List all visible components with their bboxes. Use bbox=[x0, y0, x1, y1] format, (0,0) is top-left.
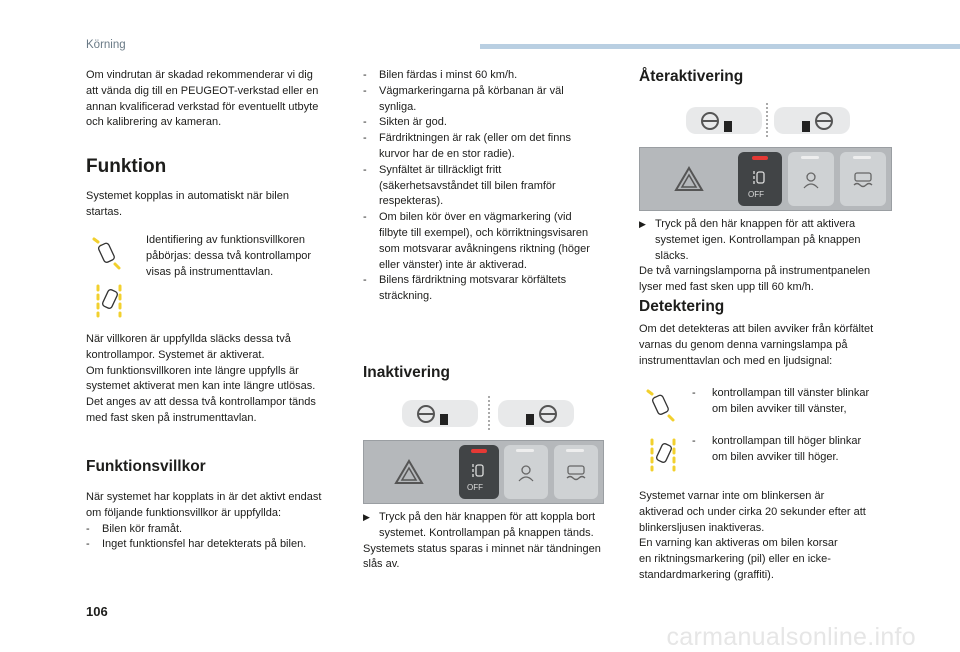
intro-paragraph: Om vindrutan är skadad rekommenderar vi dig att vända dig till en PEUGEOT-verkstad eller en annan kvalificerad verkstad för eventuellt utbyte och kalibrering av kameran. bbox=[86, 69, 319, 129]
detection-left-item: - kontrollampan till vänster blinkar om bilen avviker till vänster, bbox=[692, 387, 870, 415]
lane-car-icon bbox=[752, 170, 768, 186]
inaktivering-heading: Inaktivering bbox=[363, 364, 450, 381]
traction-button[interactable] bbox=[840, 152, 886, 206]
funktion-heading: Funktion bbox=[86, 156, 167, 177]
list-item: - Färdriktningen är rak (eller om det finns kurvor har de en stor radie). bbox=[363, 132, 571, 160]
cluster-right-indicator bbox=[498, 400, 574, 427]
driver-assist-icon bbox=[801, 170, 821, 190]
section-header: Körning bbox=[86, 39, 126, 51]
ateraktivering-instructions: ▶ Tryck på den här knappen för att aktivera systemet igen. Kontrollampan på knappen släcks. De två varningslamporna på instrumentpanelen lyser med fast sken upp till 60 km/h. bbox=[639, 217, 909, 296]
list-item: - Bilen kör framåt. bbox=[86, 522, 183, 535]
detektering-heading: Detektering bbox=[639, 298, 725, 315]
list-item: - Bilens färdriktning motsvarar körfältets sträckning. bbox=[363, 274, 567, 303]
skid-car-icon bbox=[851, 170, 875, 188]
lane-departure-right-icon bbox=[648, 438, 678, 472]
lane-assist-button[interactable] bbox=[459, 445, 499, 499]
list-item: - Bilen färdas i minst 60 km/h. bbox=[363, 69, 518, 81]
funktionsvillkor-text: När systemet har kopplats in är det aktivt endast om följande funktionsvillkor är uppfyllda: - Bilen kör framåt. - Inget funktionsfel har detekterats på bilen. bbox=[86, 490, 351, 553]
ateraktivering-heading: Återaktivering bbox=[639, 68, 744, 85]
cluster-right-indicator bbox=[774, 107, 850, 134]
list-item: - Synfältet är tillräckligt fritt (säkerhetsavståndet till bilen framför respekteras). bbox=[363, 163, 556, 208]
arrow-bullet-icon: ▶ bbox=[363, 512, 370, 522]
off-label: OFF bbox=[748, 190, 764, 199]
console-buttons-off bbox=[363, 440, 604, 504]
identification-text: Identifiering av funktionsvillkoren påbörjas: dessa två kontrollampor visas på instrumenttavlan. bbox=[146, 234, 312, 278]
lane-departure-left-icon bbox=[646, 388, 676, 424]
list-item: - Vägmarkeringarna på körbanan är väl synliga. bbox=[363, 84, 564, 113]
lane-warning-left-icon bbox=[92, 236, 122, 272]
indicator-lamp-on bbox=[471, 449, 487, 453]
watermark: carmanualsonline.info bbox=[666, 623, 916, 651]
bullet-item: ▶ Tryck på den här knappen för att aktivera systemet igen. Kontrollampan på knappen släcks. bbox=[639, 217, 909, 264]
list-item: - Inget funktionsfel har detekterats på bilen. bbox=[86, 538, 307, 551]
lane-assist-button[interactable] bbox=[738, 152, 782, 206]
assist-button[interactable] bbox=[788, 152, 834, 206]
driver-assist-icon bbox=[516, 463, 536, 483]
cluster-left-indicator bbox=[686, 107, 762, 134]
warning-note-text: Systemet varnar inte om blinkersen är aktiverad och under cirka 20 sekunder efter att blinkersljusen inaktiveras. En varning kan aktiveras om bilen korsar en riktningsmarkering (pil) eller en icke- standardmarkering (graffiti). bbox=[639, 490, 866, 581]
cluster-left-indicator bbox=[402, 400, 478, 427]
off-label: OFF bbox=[467, 483, 483, 492]
lane-car-icon bbox=[471, 463, 487, 479]
list-item: - Sikten är god. bbox=[363, 116, 447, 129]
inaktivering-instructions: ▶ Tryck på den här knappen för att koppla bort systemet. Kontrollampan på knappen tänds. Systemets status sparas i minnet när tändningen slås av. bbox=[363, 510, 633, 573]
detection-right-item: - kontrollampan till höger blinkar om bilen avviker till höger. bbox=[692, 435, 862, 463]
funktion-text: Systemet kopplas in automatiskt när bilen startas. bbox=[86, 190, 289, 218]
arrow-bullet-icon: ▶ bbox=[639, 219, 646, 229]
hazard-icon bbox=[674, 166, 704, 192]
detektering-text: Om det detekteras att bilen avviker från körfältet varnas du genom denna varningslampa på instrumenttavlan och med en ljudsignal: bbox=[639, 323, 874, 367]
console-buttons-on bbox=[639, 147, 892, 211]
page-number: 106 bbox=[86, 604, 108, 619]
list-item: - Om bilen kör över en vägmarkering (vid filbyte till exempel), och körriktningsvisaren som motsvarar avåkningens riktning (höger eller vänster) inte är aktiverad. bbox=[363, 211, 590, 271]
header-bar bbox=[480, 44, 960, 49]
conditions-list bbox=[363, 68, 623, 305]
lane-warning-right-icon bbox=[94, 284, 124, 318]
assist-button[interactable] bbox=[504, 445, 548, 499]
indicator-lamp bbox=[752, 156, 768, 160]
cluster-divider bbox=[766, 103, 770, 137]
hazard-icon bbox=[394, 459, 424, 485]
funktionsvillkor-heading: Funktionsvillkor bbox=[86, 458, 206, 475]
traction-button[interactable] bbox=[554, 445, 598, 499]
skid-car-icon bbox=[564, 463, 588, 481]
cluster-divider bbox=[488, 396, 492, 430]
conditions-status-text: När villkoren är uppfyllda släcks dessa två kontrollampor. Systemet är aktiverat. Om funktionsvillkoren inte längre uppfylls är systemet aktiverat men kan inte längre utlösas. Det anges av att dessa två kontrollampor tänds med fast sken på instrumenttavlan. bbox=[86, 333, 316, 424]
bullet-item: ▶ Tryck på den här knappen för att koppla bort systemet. Kontrollampan på knappen tänds. bbox=[363, 510, 633, 542]
